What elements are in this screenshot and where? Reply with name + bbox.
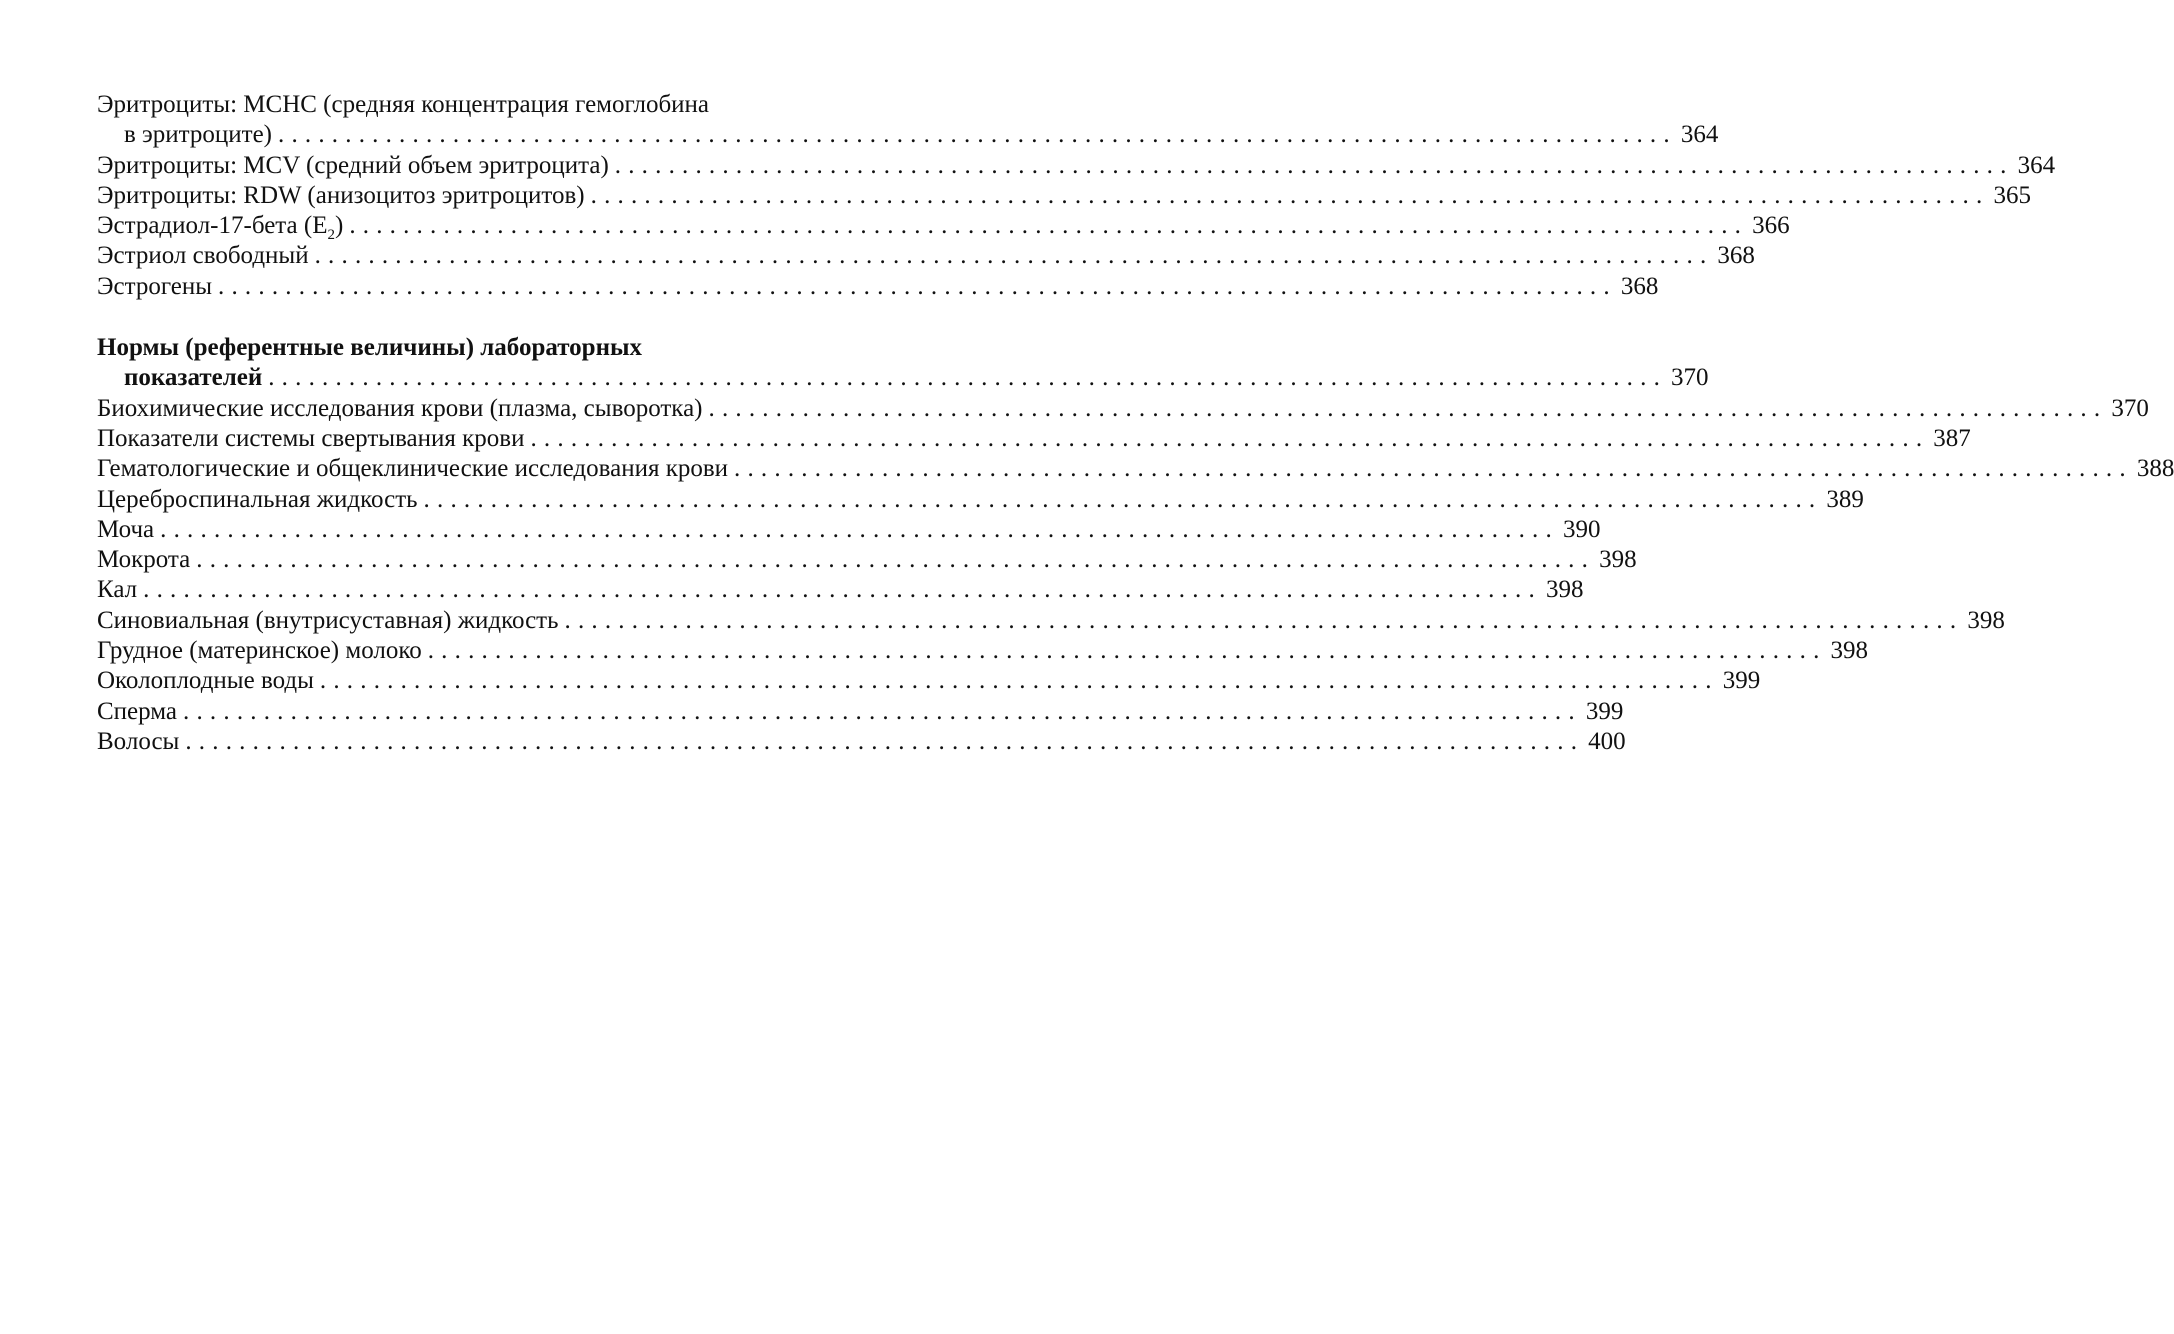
dot-leader: ........................................................................................................ [314, 242, 1714, 270]
toc-section-heading[interactable] [97, 363, 1709, 393]
dot-leader: ........................................................................................................ [319, 667, 1719, 695]
toc-page-number: 390 [1562, 515, 1601, 543]
toc-entry-title: Кал [97, 576, 138, 604]
toc-entry-mcv[interactable] [97, 151, 2056, 181]
dot-leader: ........................................................................................................ [708, 394, 2108, 422]
dot-leader: ........................................................................................................ [196, 546, 1596, 574]
toc-entry-estrogens[interactable] [97, 272, 1659, 302]
toc-section-title: Нормы (референтные величины) лабораторных [97, 334, 643, 362]
toc-entry-estradiol[interactable] [97, 211, 1790, 244]
toc-entry-title: Биохимические исследования крови (плазма, сыворотка) [97, 394, 703, 422]
toc-page-number: 368 [1620, 272, 1659, 300]
toc-page-number: 388 [2136, 455, 2174, 483]
dot-leader: ........................................................................................................ [590, 181, 1990, 209]
table-of-contents [97, 90, 2174, 757]
toc-page-number: 364 [2017, 151, 2056, 179]
dot-leader: ........................................................................................................ [160, 515, 1559, 543]
toc-entry-title: Эритроциты: RDW (анизоцитоз эритроцитов) [97, 181, 585, 209]
toc-entry-title: Эритроциты: МСНС (средняя концентрация гемоглобина [97, 91, 710, 118]
toc-page-number: 398 [1545, 576, 1584, 604]
toc-section-heading-line1 [97, 333, 896, 363]
toc-entry-mchc[interactable] [97, 120, 1719, 150]
toc-page-number: 370 [1671, 364, 1709, 392]
toc-entry-title: Эритроциты: MCV (средний объем эритроцита) [97, 151, 609, 179]
dot-leader: ........................................................................................................ [278, 121, 1677, 149]
toc-page-number: 366 [1752, 212, 1790, 240]
toc-entry[interactable] [97, 515, 1601, 545]
toc-section-title: показателей [124, 364, 263, 392]
toc-entry-title: Цереброспинальная жидкость [97, 485, 418, 513]
toc-entry-title: Мокрота [97, 546, 191, 574]
dot-leader: ........................................................................................................ [734, 455, 2133, 483]
toc-entry-estriol[interactable] [97, 241, 1755, 271]
toc-entry[interactable] [97, 394, 2149, 424]
toc-entry-title: Эстрогены [97, 272, 213, 300]
toc-page-number: 399 [1722, 667, 1761, 695]
toc-page-number: 368 [1717, 242, 1755, 270]
toc-entry-title: Гематологические и общеклинические исследования крови [97, 455, 729, 483]
toc-page-number: 364 [1680, 121, 1719, 149]
toc-page-number: 387 [1933, 424, 1971, 452]
toc-entry[interactable] [97, 485, 1864, 515]
toc-page-number: 398 [1830, 637, 1869, 665]
toc-entry-title: Синовиальная (внутрисуставная) жидкость [97, 606, 559, 634]
dot-leader: ........................................................................................................ [143, 576, 1542, 604]
toc-entry-title: Околоплодные воды [97, 667, 314, 695]
section-spacer [97, 302, 896, 333]
dot-leader: ........................................................................................................ [427, 637, 1827, 665]
dot-leader: ........................................................................................................ [564, 606, 1964, 634]
dot-leader: ........................................................................................................ [268, 364, 1668, 392]
dot-leader: ........................................................................................................ [183, 697, 1582, 725]
toc-entry[interactable] [97, 697, 1624, 727]
toc-entry-rdw[interactable] [97, 181, 2031, 211]
toc-entry-title: Эстриол свободный [97, 242, 309, 270]
toc-page-number: 370 [2111, 394, 2149, 422]
toc-entry-title: Сперма [97, 697, 178, 725]
toc-page-number: 399 [1585, 697, 1624, 725]
toc-entry[interactable] [97, 454, 2174, 484]
toc-entry-title: Моча [97, 515, 155, 543]
dot-leader: ........................................................................................................ [185, 727, 1585, 755]
toc-page-number: 389 [1826, 485, 1864, 513]
dot-leader: ........................................................................................................ [349, 212, 1749, 240]
toc-page-number: 398 [1599, 546, 1637, 574]
dot-leader: ........................................................................................................ [614, 151, 2014, 179]
toc-entry[interactable] [97, 606, 2005, 636]
toc-page-number: 365 [1993, 181, 2031, 209]
dot-leader: ........................................................................................................ [530, 424, 1930, 452]
toc-entry-title: Грудное (материнское) молоко [97, 637, 422, 665]
toc-entry-title: Эстрадиол-17-бета $(E_2)$ [97, 212, 344, 244]
toc-entry-title: в эритроците) [124, 121, 272, 149]
toc-entry-title: Показатели системы свертывания крови [97, 424, 525, 452]
dot-leader: ........................................................................................................ [423, 485, 1823, 513]
toc-entry-title: Волосы [97, 727, 180, 755]
toc-page-number: 398 [1967, 606, 2005, 634]
toc-entry[interactable] [97, 424, 1971, 454]
toc-entry-mchc-line1 [97, 90, 896, 120]
toc-entry[interactable] [97, 575, 1584, 605]
toc-page-number: 400 [1588, 727, 1626, 755]
toc-entry[interactable] [97, 666, 1761, 696]
toc-entry[interactable] [97, 727, 1626, 757]
toc-entry[interactable] [97, 545, 1637, 575]
toc-entry[interactable] [97, 636, 1869, 666]
dot-leader: ........................................................................................................ [218, 272, 1617, 300]
